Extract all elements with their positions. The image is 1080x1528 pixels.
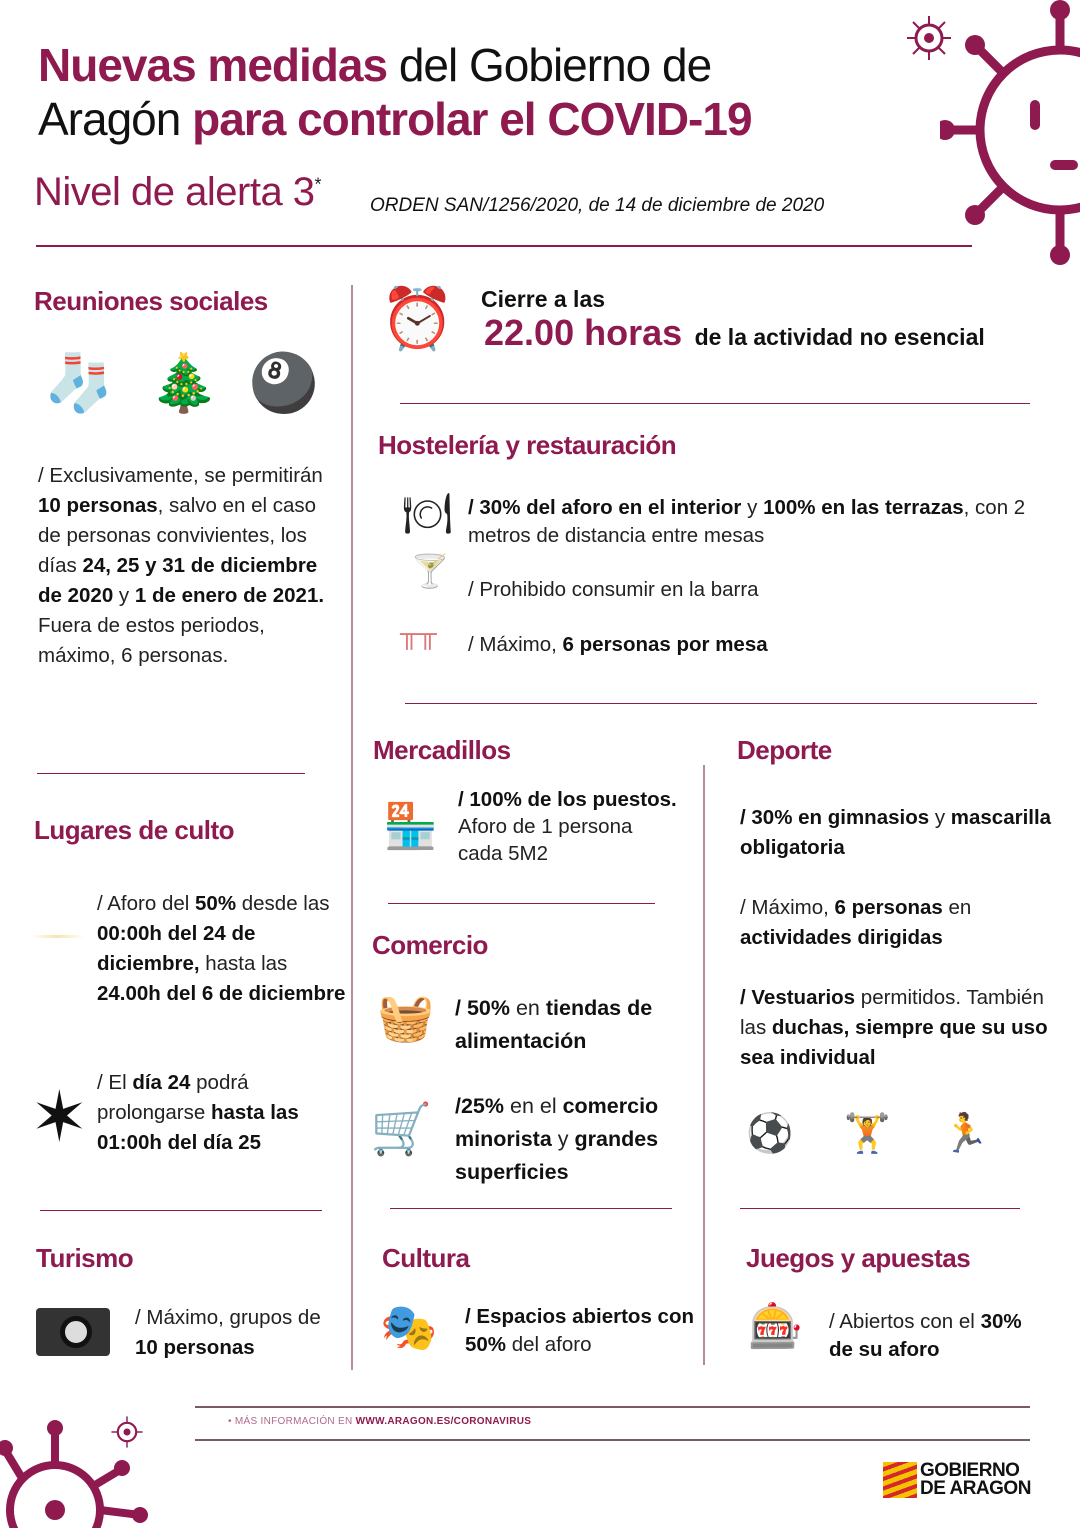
- text-bold-segment: / Vestuarios: [740, 986, 856, 1009]
- sports-icons: [746, 1112, 989, 1156]
- text-bold-segment: tiendas de alimentación: [455, 996, 653, 1053]
- cloche-icon: 🍽: [402, 492, 453, 536]
- text-bold-segment: 00:00h del 24 de diciembre,: [97, 922, 256, 975]
- title-line-1: [38, 38, 752, 92]
- text-segment: y: [929, 806, 951, 829]
- heading-reuniones: Reuniones sociales: [34, 286, 268, 316]
- text-bold-segment: 6 personas por mesa: [562, 633, 768, 656]
- theater-masks-icon: 🎭: [380, 1301, 438, 1353]
- text-segment: hasta las: [199, 952, 288, 975]
- text-bold-segment: comercio minorista: [455, 1094, 659, 1151]
- text-segment: , con 2 metros de distancia entre mesas: [468, 496, 1026, 547]
- heading-juegos: Juegos y apuestas: [746, 1243, 971, 1273]
- gobierno-aragon-logo: [883, 1462, 1031, 1498]
- christmas-tree-icon: 🎄: [149, 351, 220, 414]
- divider: [400, 403, 1030, 404]
- text-segment: desde las: [236, 892, 330, 915]
- text-bold-segment: 6 personas: [834, 896, 943, 919]
- column-divider: [703, 765, 705, 1365]
- text-segment: y: [551, 1127, 575, 1151]
- text-segment: Aragón: [38, 93, 193, 145]
- heading-culto: Lugares de culto: [34, 815, 235, 845]
- divider: [36, 245, 972, 247]
- alarm-clock-icon: ⏰: [380, 285, 455, 352]
- text-segment: del aforo: [506, 1333, 592, 1356]
- small-virus-icon: [110, 1415, 144, 1449]
- more-info: [228, 1416, 531, 1427]
- title-line-2: [38, 92, 752, 146]
- text-segment: Fuera de estos periodos, máximo, 6 personas.: [38, 614, 265, 667]
- cultura-text: [465, 1303, 695, 1359]
- text-bold-segment: / 30% en gimnasios: [740, 806, 930, 829]
- text-segment: podrá prolongarse: [97, 1071, 249, 1124]
- text-bold-segment: duchas, siempre que su uso sea individual: [740, 1016, 1048, 1069]
- divider: [195, 1406, 1030, 1408]
- light-icon: [30, 935, 85, 938]
- stocking-icon: 🧦: [44, 351, 114, 414]
- text-bold-segment: / 30% del aforo en el interior: [468, 496, 742, 519]
- text-segment: y: [741, 496, 764, 519]
- text-segment: en: [942, 896, 972, 919]
- text-bold-segment: 100% en las terrazas: [763, 496, 964, 519]
- hosteleria-item-1: [468, 494, 1038, 550]
- table-icon: ╥╥: [400, 618, 437, 648]
- mercadillos-text: [458, 786, 678, 867]
- column-divider: [351, 285, 353, 1370]
- reuniones-text: [38, 461, 328, 671]
- heading-turismo: Turismo: [36, 1243, 134, 1273]
- closing-suffix: de la actividad no esencial: [694, 324, 985, 350]
- deporte-item-1: [740, 803, 1060, 863]
- culto-item-1: [97, 889, 347, 1009]
- deporte-item-2: [740, 893, 1060, 953]
- text-segment: / El: [97, 1071, 133, 1094]
- text-bold-segment: 50%: [195, 892, 237, 915]
- text-bold-segment: 10 personas: [38, 494, 158, 517]
- closing-time-row: [484, 312, 985, 354]
- text-bold-segment: 1 de enero de 2021.: [134, 584, 325, 607]
- text-bold-segment: para controlar el COVID-19: [192, 93, 752, 145]
- text-segment: / Máximo, grupos de: [135, 1306, 321, 1329]
- closing-prefix: Cierre a las: [481, 286, 606, 312]
- star-icon: ✶: [30, 1078, 89, 1156]
- text-bold-segment: / 100% de los puestos.: [458, 788, 677, 811]
- text-segment: , salvo en el caso de personas convivientes, los días: [38, 494, 317, 577]
- poker-chips-icon: 🎰: [748, 1302, 803, 1351]
- alert-level-text: Nivel de alerta 3: [34, 170, 315, 214]
- text-bold-segment: 24, 25 y 31 de diciembre de 2020: [38, 554, 318, 607]
- text-segment: en: [509, 996, 546, 1020]
- shopping-cart-icon: 🛒: [370, 1101, 433, 1157]
- text-bold-segment: Nuevas medidas: [38, 39, 388, 91]
- heading-hosteleria: Hostelería y restauración: [378, 430, 677, 460]
- cocktail-icon: 🍸: [410, 553, 450, 589]
- text-segment: en el: [504, 1094, 563, 1118]
- alert-asterisk: *: [314, 174, 322, 195]
- hosteleria-item-2: [468, 575, 759, 605]
- text-bold-segment: / 50%: [455, 996, 510, 1020]
- text-segment: / Máximo,: [740, 896, 835, 919]
- text-bold-segment: 30% de su aforo: [829, 1310, 1022, 1361]
- ornament-icon: 🎱: [248, 351, 319, 414]
- divider: [388, 903, 655, 904]
- text-bold-segment: mascarilla obligatoria: [740, 806, 1052, 859]
- juegos-text: [829, 1308, 1029, 1364]
- text-segment: Aforo de 1 persona cada 5M2: [458, 815, 633, 865]
- divider: [390, 1208, 672, 1209]
- basket-icon: 🧺: [377, 991, 435, 1043]
- text-bold-segment: / Espacios abiertos con 50%: [465, 1305, 694, 1356]
- weightlifting-icon: 🏋: [843, 1113, 892, 1155]
- market-stall-icon: 🏪: [383, 802, 438, 851]
- camera-icon: [36, 1308, 110, 1356]
- logo-line-1: GOBIERNO: [920, 1460, 1020, 1481]
- small-virus-icon: [905, 14, 953, 62]
- comercio-item-1: [455, 992, 695, 1058]
- text-segment: y: [113, 584, 135, 607]
- deporte-item-3: [740, 983, 1060, 1073]
- hosteleria-item-3: [468, 630, 768, 660]
- text-bold-segment: actividades dirigidas: [740, 926, 943, 949]
- divider: [37, 773, 305, 774]
- more-info-link[interactable]: WWW.ARAGON.ES/CORONAVIRUS: [355, 1416, 532, 1427]
- culto-item-2: [97, 1068, 337, 1158]
- text-bold-segment: 24.00h del 6 de diciembre: [97, 982, 346, 1005]
- heading-comercio: Comercio: [372, 930, 488, 960]
- text-segment: / Exclusivamente, se permitirán: [38, 464, 323, 487]
- text-segment: / Prohibido consumir en la barra: [468, 578, 759, 601]
- text-segment: / Abiertos con el: [829, 1310, 981, 1333]
- text-segment: del Gobierno de: [387, 39, 712, 91]
- logo-line-2: DE ARAGON: [920, 1478, 1031, 1499]
- aragon-flag-icon: [883, 1462, 917, 1498]
- text-segment: permitidos. También las: [740, 986, 1044, 1039]
- comercio-item-2: [455, 1090, 695, 1189]
- heading-cultura: Cultura: [382, 1243, 470, 1273]
- turismo-text: [135, 1303, 335, 1363]
- page-title: [38, 38, 752, 146]
- divider: [195, 1439, 1030, 1441]
- heading-mercadillos: Mercadillos: [373, 735, 511, 765]
- text-segment: / Aforo del: [97, 892, 196, 915]
- heading-deporte: Deporte: [737, 735, 832, 765]
- divider: [40, 1210, 322, 1211]
- more-info-label: • MÁS INFORMACIÓN EN: [228, 1416, 356, 1427]
- text-segment: / Máximo,: [468, 633, 563, 656]
- text-bold-segment: día 24: [132, 1071, 191, 1094]
- christmas-icons: [44, 340, 318, 426]
- divider: [740, 1208, 1020, 1209]
- closing-time: 22.00 horas: [484, 312, 683, 353]
- text-bold-segment: grandes superficies: [455, 1127, 659, 1184]
- text-bold-segment: 10 personas: [135, 1336, 255, 1359]
- order-reference: ORDEN SAN/1256/2020, de 14 de diciembre de 2020: [370, 195, 825, 216]
- soccer-ball-icon: ⚽: [746, 1113, 794, 1155]
- text-bold-segment: /25%: [455, 1094, 505, 1118]
- divider: [405, 703, 1037, 704]
- runner-icon: 🏃: [941, 1113, 990, 1155]
- text-bold-segment: hasta las 01:00h del día 25: [97, 1101, 299, 1154]
- alert-level: [34, 170, 321, 215]
- virus-icon: [940, 0, 1080, 270]
